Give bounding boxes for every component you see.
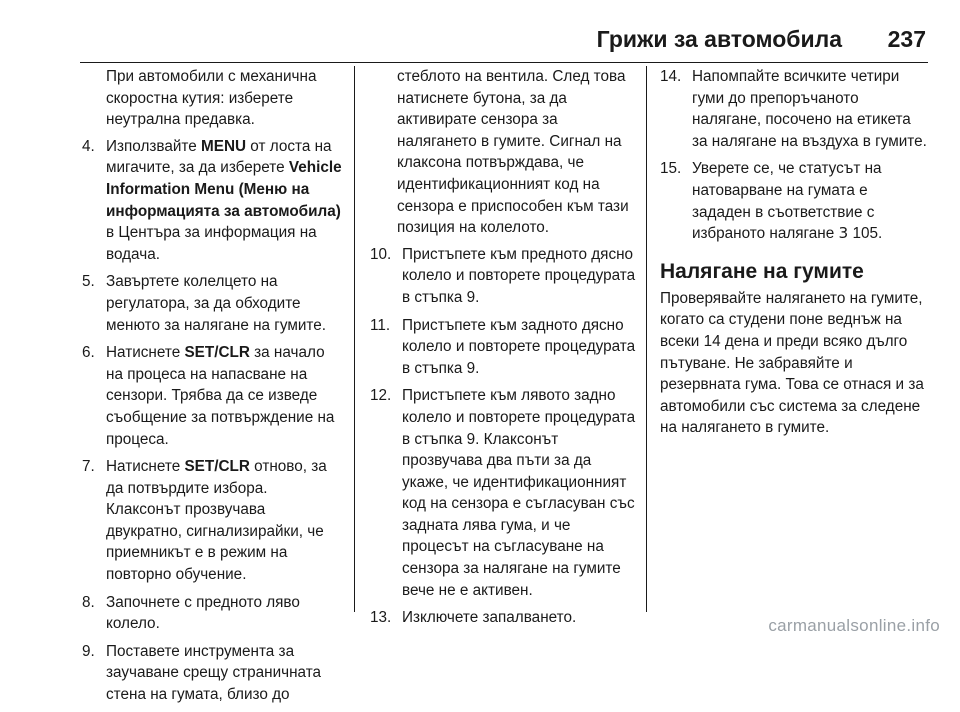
section-body: Проверявайте налягането на гумите, когато са студени поне веднъж на всеки 14 дена и преди всяко дълго пътуване. Не забравяйте и резервната гума. Това се отнася и за автомобили със система за следене на налягането в гумите. — [660, 289, 924, 437]
step-number: 6. — [82, 344, 95, 362]
step-text: Изключете запалването. — [402, 609, 577, 627]
step-text: Уверете се, че статусът на натоварване на гумата е зададен в съответствие с избраното налягане — [692, 160, 882, 243]
step-number: 10. — [370, 245, 392, 263]
step-text: Натиснете — [106, 458, 185, 476]
step-text: Започнете с предното ляво колело. — [106, 593, 300, 633]
step-10 — [370, 244, 636, 309]
step-text: Напомпайте всичките четири гуми до препоръчаното налягане, посочено на етикета за налягане на въздуха в гумите. — [692, 68, 927, 150]
watermark-text: carmanualsonline.info — [768, 616, 940, 635]
step-number: 7. — [82, 458, 95, 476]
menu-key-label: MENU — [201, 137, 247, 155]
step-number: 4. — [82, 137, 95, 155]
step-text: Пристъпете към предното дясно колело и повторете процедурата в стъпка 9. — [402, 245, 636, 306]
step-14 — [660, 66, 928, 152]
step-text: Натиснете — [106, 344, 185, 362]
step-text: Пристъпете към лявото задно колело и повторете процедурата в стъпка 9. Клаксонът прозвучава два пъти за да укаже, че идентификационният код на сензора е съгласуван със задната лява гума, и че процесът на съгласуване на сензора за налягане на гумите вече не е активен. — [402, 387, 636, 599]
intro-paragraph: При автомобили с механична скоростна кутия: изберете неутрална предавка. — [106, 68, 317, 129]
step-number: 14. — [660, 68, 682, 85]
page-reference-number: 105. — [852, 225, 883, 243]
step-number: 13. — [370, 609, 392, 627]
page-number: 237 — [887, 26, 926, 52]
step-6 — [82, 342, 344, 450]
step-number: 9. — [82, 642, 95, 660]
step-9 — [82, 641, 344, 706]
column-divider — [646, 66, 647, 612]
step-13 — [370, 607, 636, 629]
step-text: за начало на процеса на напасване на сензори. Трябва да се изведе съобщение за потвърждение на процеса. — [106, 344, 335, 448]
column-3 — [660, 66, 928, 439]
menu-name-label: Vehicle Information Menu (Меню на информацията за автомобила) — [106, 159, 342, 220]
step-text: в Центъра за информация на водача. — [106, 224, 317, 263]
step-7 — [82, 456, 344, 586]
set-clr-key-label: SET/CLR — [184, 458, 250, 476]
step-8 — [82, 592, 344, 635]
page-header — [80, 22, 928, 63]
step-text: Пристъпете към задното дясно колело и повторете процедурата в стъпка 9. — [402, 316, 636, 377]
step-number: 5. — [82, 273, 95, 291]
step-text: от лоста на мигачите, за да изберете — [106, 137, 332, 177]
step-number: 12. — [370, 387, 392, 405]
step-text: Поставете инструмента за заучаване срещу страничната стена на гумата, близо до — [106, 642, 322, 704]
step-number: 11. — [370, 316, 391, 334]
step-text: Използвайте — [106, 137, 202, 155]
step-text: отново, за да потвърдите избора. Клаксонът прозвучава двукратно, сигнализирайки, че приемникът е в режим на повторно обучение. — [106, 458, 327, 584]
page-reference-arrow-icon: 3 — [838, 224, 849, 243]
step-5 — [82, 271, 344, 336]
step-number: 15. — [660, 160, 682, 178]
column-1 — [82, 66, 344, 712]
set-clr-key-label: SET/CLR — [184, 344, 250, 362]
section-heading: Налягане на гумите — [660, 259, 864, 283]
step-12 — [370, 385, 636, 601]
column-divider — [354, 66, 355, 612]
page-title: Грижи за автомобила — [596, 26, 842, 52]
step-11 — [370, 315, 636, 380]
step-number: 8. — [82, 593, 95, 611]
step-text: Завъртете колелцето на регулатора, за да обходите менюто за налягане на гумите. — [106, 273, 327, 334]
column-2 — [370, 66, 636, 635]
step-9-continuation: стеблото на вентила. След това натиснете бутона, за да активирате сензора за налягането в гумите. Сигнал на клаксона потвърждава, че идентификационният код на сензора е приспособен към тази позиция на колелото. — [397, 68, 629, 237]
step-4 — [82, 136, 344, 266]
step-15 — [660, 158, 928, 244]
